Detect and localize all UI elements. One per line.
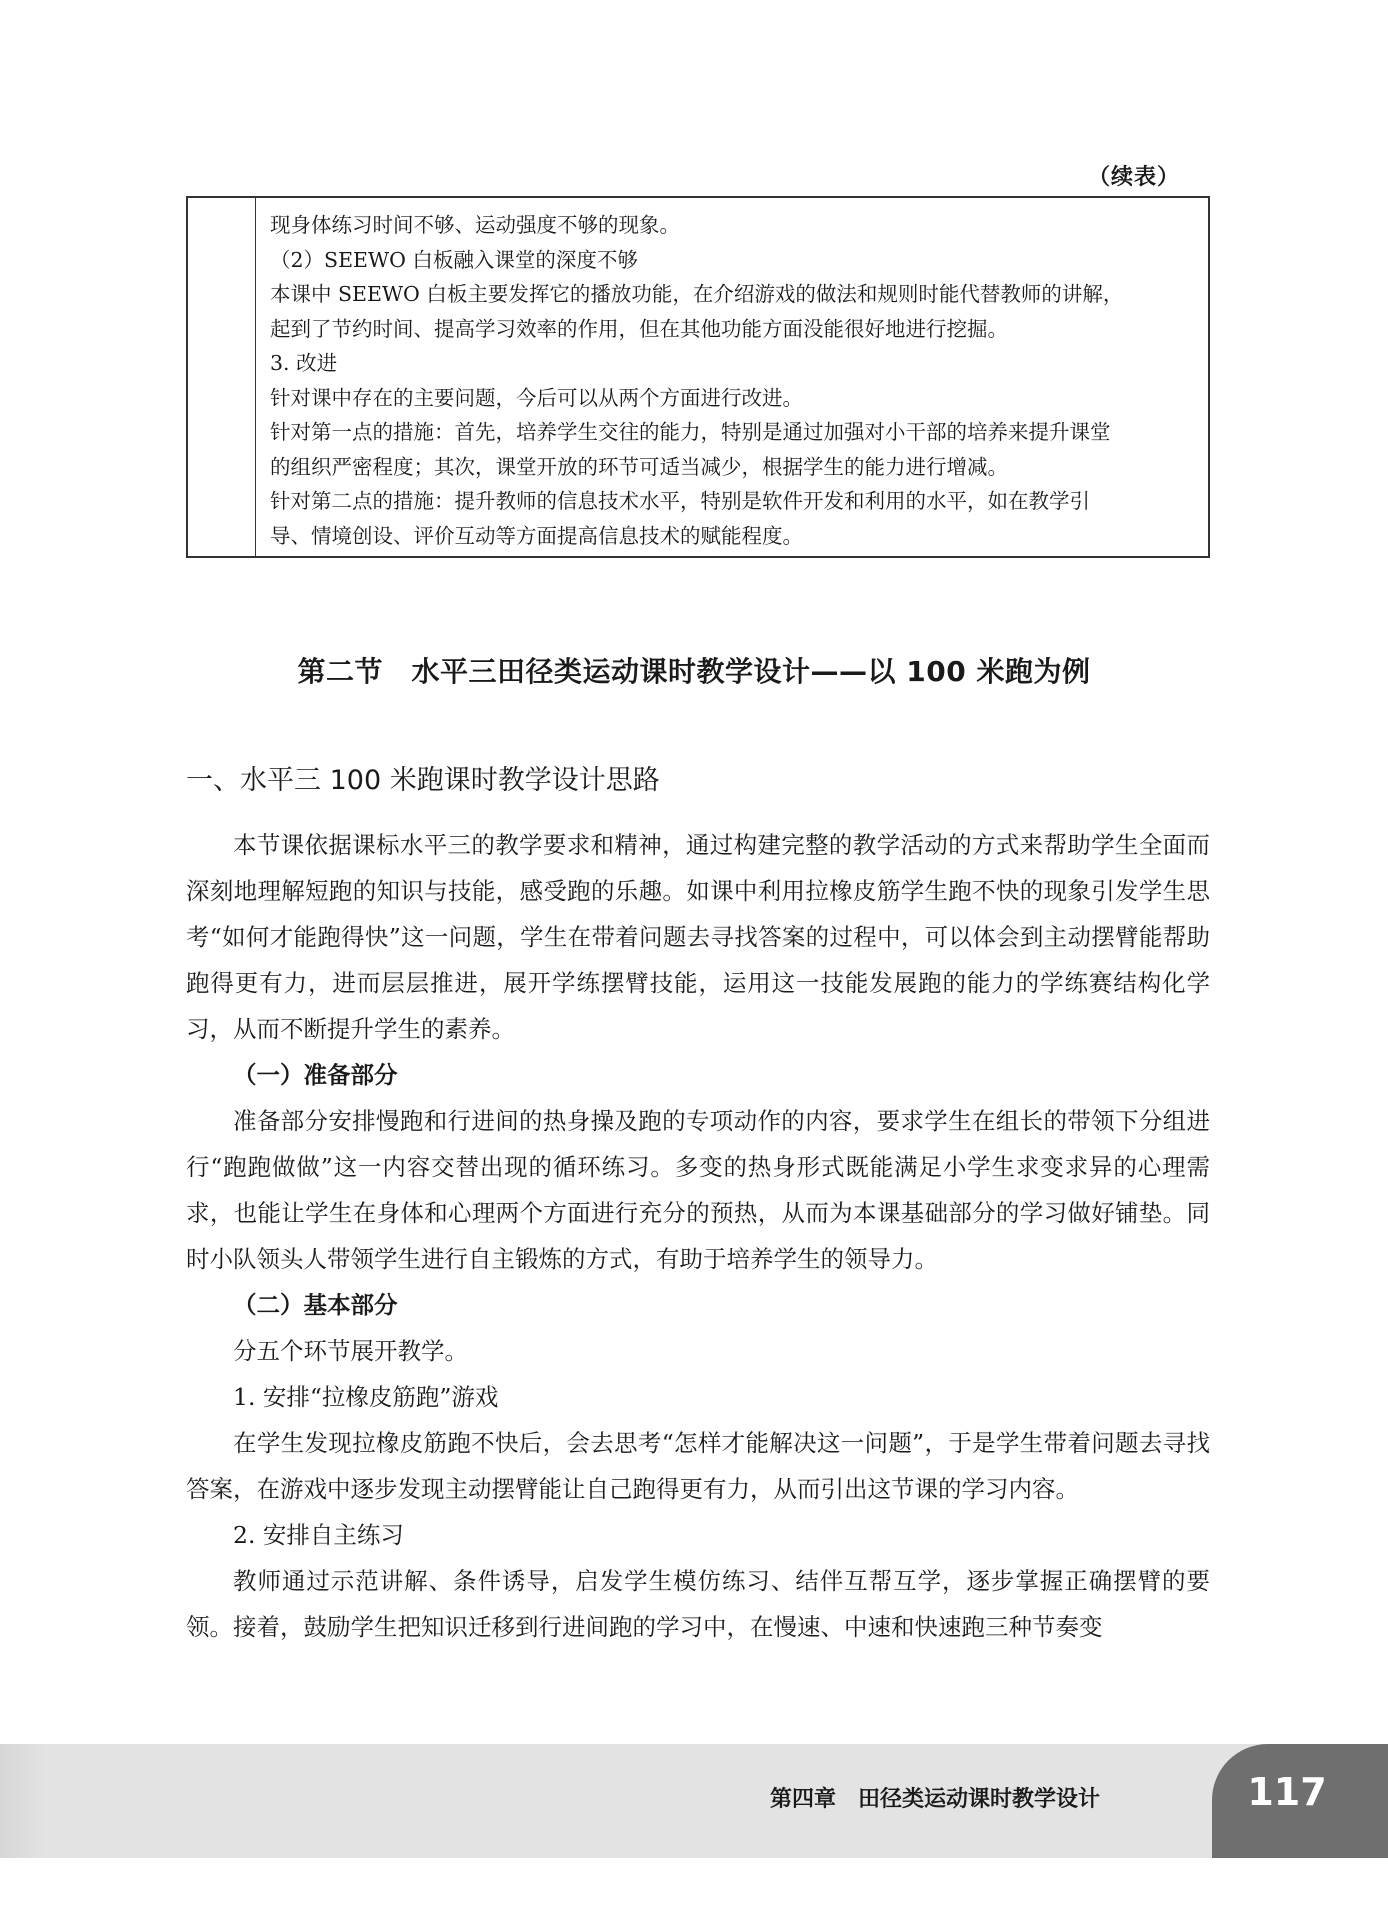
table-line: 的组织严密程度；其次，课堂开放的环节可适当减少，根据学生的能力进行增减。 (270, 454, 1008, 479)
table-line: 起到了节约时间、提高学习效率的作用，但在其他功能方面没能很好地进行挖掘。 (270, 316, 1008, 341)
subheading-preparation: （一）准备部分 (233, 1061, 398, 1089)
subheading-basic: （二）基本部分 (233, 1291, 398, 1319)
table-line: 现身体练习时间不够、运动强度不够的现象。 (270, 213, 680, 237)
footer-band (0, 1744, 1388, 1858)
table-line: 针对第二点的措施：提升教师的信息技术水平，特别是软件开发和利用的水平，如在教学引 (270, 489, 1090, 513)
table-line: 导、情境创设、评价互动等方面提高信息技术的赋能程度。 (270, 523, 803, 548)
continued-table (186, 196, 1210, 558)
paragraph: 准备部分安排慢跑和行进间的热身操及跑的专项动作的内容，要求学生在组长的带领下分组进行“跑跑做做”这一内容交替出现的循环练习。多变的热身形式既能满足小学生求变求异的心理需求，也能让学生在身体和心理两个方面进行充分的预热，从而为本课基础部分的学习做好铺垫。同时小队领头人带领学生进行自主锻炼的方式，有助于培养学生的领导力。 (186, 1107, 1210, 1273)
continued-table-label: （续表） (1088, 165, 1181, 190)
paragraph: 本节课依据课标水平三的教学要求和精神，通过构建完整的教学活动的方式来帮助学生全面而深刻地理解短跑的知识与技能，感受跑的乐趣。如课中利用拉橡皮筋学生跑不快的现象引发学生思考“如何才能跑得快”这一问题，学生在带着问题去寻找答案的过程中，可以体会到主动摆臂能帮助跑得更有力，进而层层推进，展开学练摆臂技能，运用这一技能发展跑的能力的学练赛结构化学习，从而不断提升学生的素养。 (186, 831, 1210, 1043)
footer-chapter-title: 第四章 田径类运动课时教学设计 (770, 1787, 1101, 1812)
table-line: 针对课中存在的主要问题，今后可以从两个方面进行改进。 (270, 385, 803, 410)
heading-level-1: 一、水平三 100 米跑课时教学设计思路 (186, 765, 660, 796)
table-line: 3. 改进 (270, 351, 338, 375)
page-number: 117 (1247, 1770, 1327, 1814)
table-line: 针对第一点的措施：首先，培养学生交往的能力，特别是通过加强对小干部的培养来提升课堂 (270, 420, 1111, 444)
table-line: 本课中 SEEWO 白板主要发挥它的播放功能，在介绍游戏的做法和规则时能代替教师的讲解， (270, 282, 1124, 306)
table-line: （2）SEEWO 白板融入课堂的深度不够 (270, 247, 638, 272)
paragraph: 教师通过示范讲解、条件诱导，启发学生模仿练习、结伴互帮互学，逐步掌握正确摆臂的要领。接着，鼓励学生把知识迁移到行进间跑的学习中，在慢速、中速和快速跑三种节奏变 (186, 1567, 1210, 1641)
body-text (186, 822, 1210, 1650)
paragraph: 分五个环节展开教学。 (233, 1337, 468, 1365)
paragraph: 在学生发现拉橡皮筋跑不快后，会去思考“怎样才能解决这一问题”，于是学生带着问题去寻找答案，在游戏中逐步发现主动摆臂能让自己跑得更有力，从而引出这节课的学习内容。 (186, 1429, 1210, 1503)
footer-edge (0, 1744, 46, 1858)
list-item-heading: 2. 安排自主练习 (233, 1521, 404, 1549)
table-left-column (188, 198, 256, 556)
table-content-cell (270, 208, 1196, 553)
list-item-heading: 1. 安排“拉橡皮筋跑”游戏 (233, 1383, 499, 1411)
section-title: 第二节 水平三田径类运动课时教学设计——以 100 米跑为例 (297, 655, 1091, 688)
